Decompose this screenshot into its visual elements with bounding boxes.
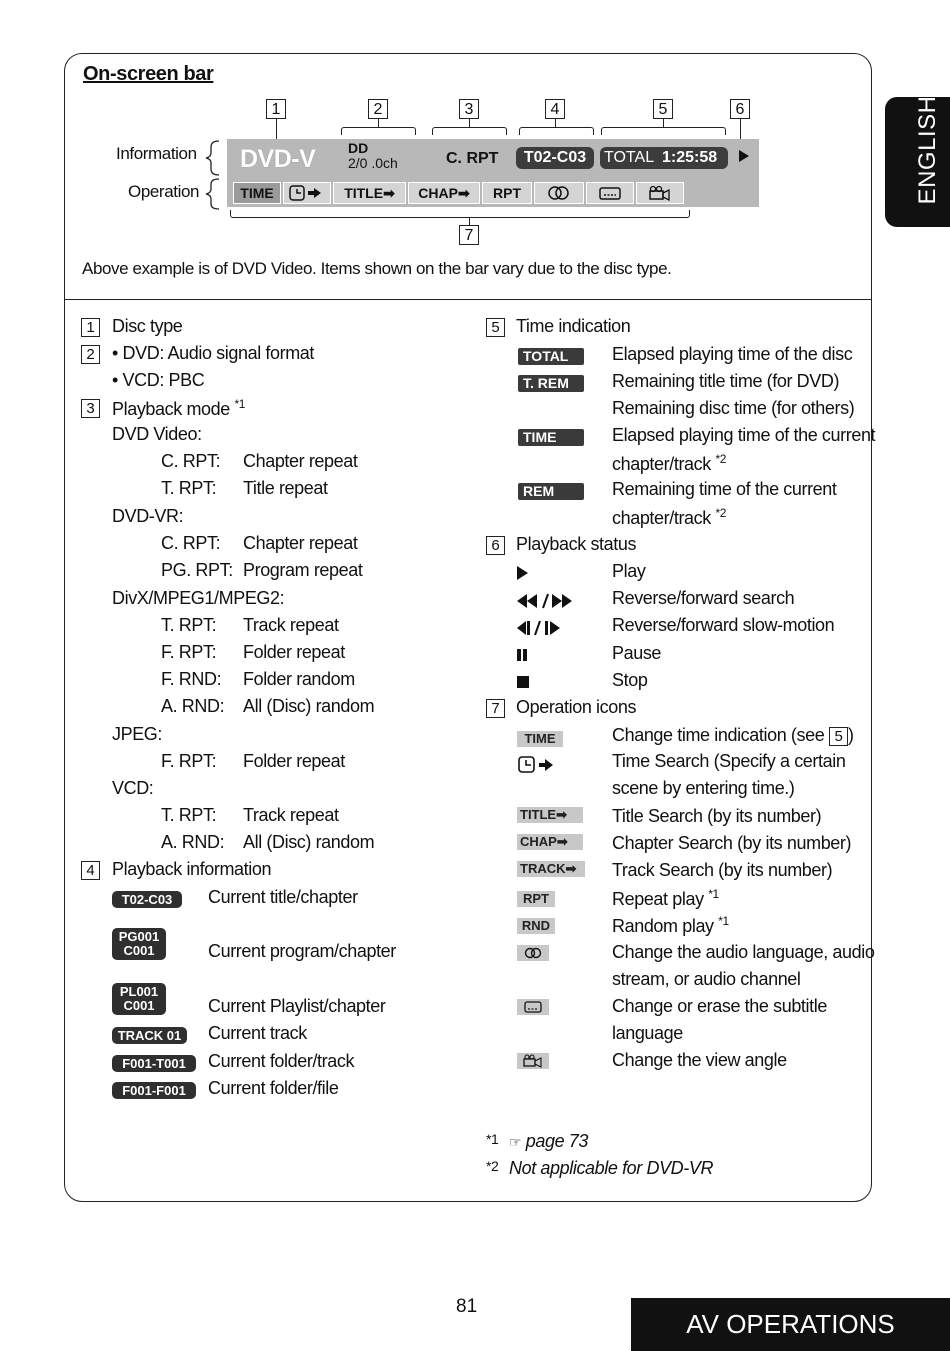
group-dvd-vr: DVD-VR: bbox=[112, 506, 184, 526]
op-audio-button[interactable] bbox=[534, 182, 584, 204]
callout-2: 2 bbox=[368, 99, 388, 119]
group-vcd: VCD: bbox=[112, 778, 154, 798]
pause-icon bbox=[516, 648, 530, 662]
search-icon bbox=[515, 592, 573, 610]
section-title: On-screen bar bbox=[83, 63, 214, 85]
audio-op-badge bbox=[517, 945, 549, 961]
time-desc bbox=[612, 506, 726, 529]
op-chap-label: CHAP bbox=[418, 185, 458, 201]
section-footer: AV OPERATIONS bbox=[631, 1298, 950, 1351]
arrow-right-icon: ➡ bbox=[457, 185, 470, 201]
time-desc: Remaining time of the current bbox=[612, 479, 837, 499]
leader-7 bbox=[469, 218, 470, 225]
op-time-search-button[interactable] bbox=[283, 182, 331, 204]
op-desc: Time Search (Specify a certain bbox=[612, 751, 846, 771]
leader-3 bbox=[469, 119, 470, 127]
info-desc: Current folder/track bbox=[208, 1051, 355, 1071]
footnote-ref: *1 bbox=[718, 914, 729, 928]
leader-5 bbox=[663, 119, 664, 127]
mode-desc: Track repeat bbox=[243, 805, 339, 825]
random-op-badge: RND bbox=[517, 918, 555, 934]
ref-number: 5 bbox=[829, 727, 848, 746]
time-desc: Elapsed playing time of the disc bbox=[612, 344, 853, 364]
callout-6: 6 bbox=[730, 99, 750, 119]
status-desc: Play bbox=[612, 561, 646, 581]
title-chapter-badge: T02-C03 bbox=[112, 891, 182, 908]
arrow-right-icon: ➡ bbox=[556, 834, 568, 849]
footnote-ref: *2 bbox=[715, 506, 727, 520]
badge-line: PG001 bbox=[118, 929, 160, 944]
info-desc: Current Playlist/chapter bbox=[208, 996, 386, 1016]
footnote-1-mark: *1 bbox=[486, 1131, 499, 1147]
page-number: 81 bbox=[456, 1296, 478, 1317]
stop-icon bbox=[517, 676, 529, 688]
status-desc: Pause bbox=[612, 643, 662, 663]
repeat-op-badge: RPT bbox=[517, 891, 555, 907]
mode-desc: All (Disc) random bbox=[243, 832, 375, 852]
time-value: 1:25:58 bbox=[662, 149, 718, 166]
language-tab bbox=[885, 97, 950, 227]
op-desc: language bbox=[612, 1023, 683, 1043]
mode-desc: All (Disc) random bbox=[243, 696, 375, 716]
time-op-badge: TIME bbox=[517, 731, 563, 747]
subtitle-icon bbox=[517, 999, 549, 1015]
op-title-label: TITLE bbox=[344, 185, 384, 201]
program-chapter-badge bbox=[112, 928, 166, 960]
time-display bbox=[600, 147, 728, 169]
mode-desc: Chapter repeat bbox=[243, 533, 358, 553]
time-search-icon bbox=[517, 755, 559, 775]
badge-text: CHAP bbox=[520, 834, 557, 849]
remain-badge: REM bbox=[518, 483, 584, 500]
footnote-2-text: Not applicable for DVD-VR bbox=[509, 1158, 714, 1178]
bracket-3 bbox=[432, 127, 507, 135]
callout-4: 4 bbox=[545, 99, 565, 119]
disc-type-display: DVD-V bbox=[240, 145, 316, 173]
op-desc: Chapter Search (by its number) bbox=[612, 833, 852, 853]
total-badge: TOTAL bbox=[518, 348, 584, 365]
audio-format-line1: DD bbox=[348, 140, 369, 156]
badge-line: PL001 bbox=[119, 984, 159, 999]
time-search-icon bbox=[288, 184, 326, 202]
playlist-chapter-badge bbox=[112, 983, 166, 1015]
language-tab-label: ENGLISH bbox=[914, 95, 941, 205]
op-desc: stream, or audio channel bbox=[612, 969, 801, 989]
item-3-label bbox=[112, 397, 245, 420]
mode-code: T. RPT: bbox=[161, 478, 217, 498]
time-label: TOTAL bbox=[604, 149, 655, 166]
item-5-label: Time indication bbox=[516, 316, 631, 336]
time-desc bbox=[612, 452, 726, 475]
item-5-number: 5 bbox=[486, 318, 505, 337]
title-op-badge bbox=[517, 807, 583, 823]
play-status-icon bbox=[739, 150, 749, 162]
group-jpeg: JPEG: bbox=[112, 724, 163, 744]
op-desc: Change or erase the subtitle bbox=[612, 996, 827, 1016]
angle-icon bbox=[647, 185, 673, 201]
item-7-number: 7 bbox=[486, 699, 505, 718]
time-desc: Remaining title time (for DVD) bbox=[612, 371, 840, 391]
callout-5: 5 bbox=[653, 99, 673, 119]
op-desc: Change the audio language, audio bbox=[612, 942, 875, 962]
bracket-5 bbox=[601, 127, 726, 135]
badge-text: TITLE bbox=[520, 807, 557, 822]
mode-desc: Title repeat bbox=[243, 478, 328, 498]
group-dvd-video: DVD Video: bbox=[112, 424, 202, 444]
item-4-number: 4 bbox=[81, 861, 100, 880]
footnote-ref: *1 bbox=[708, 887, 719, 901]
footnote-ref: *1 bbox=[234, 397, 246, 411]
mode-code: PG. RPT: bbox=[161, 560, 233, 580]
info-desc: Current title/chapter bbox=[208, 887, 358, 907]
op-desc: Track Search (by its number) bbox=[612, 860, 833, 880]
bracket-2 bbox=[341, 127, 416, 135]
item-2-number: 2 bbox=[81, 345, 100, 364]
row-braces bbox=[203, 139, 221, 211]
item-2-bullet-2: • VCD: PBC bbox=[112, 370, 205, 390]
item-3-number: 3 bbox=[81, 399, 100, 418]
op-desc: Change the view angle bbox=[612, 1050, 787, 1070]
op-desc: scene by entering time.) bbox=[612, 778, 795, 798]
status-desc: Reverse/forward slow-motion bbox=[612, 615, 835, 635]
folder-track-badge: F001-T001 bbox=[112, 1055, 196, 1072]
mode-desc: Program repeat bbox=[243, 560, 363, 580]
info-desc: Current program/chapter bbox=[208, 941, 396, 961]
page-ref-icon: ☞ bbox=[509, 1134, 522, 1150]
op-desc bbox=[612, 725, 854, 746]
folder-file-badge: F001-F001 bbox=[112, 1082, 196, 1099]
mode-desc: Folder random bbox=[243, 669, 355, 689]
bracket-4 bbox=[519, 127, 594, 135]
op-angle-button[interactable] bbox=[636, 182, 684, 204]
item-7-label: Operation icons bbox=[516, 697, 637, 717]
item-2-bullet-1-text: DVD: Audio signal format bbox=[122, 343, 315, 363]
information-label: Information bbox=[116, 144, 197, 163]
slow-motion-icon bbox=[515, 619, 565, 637]
operation-label: Operation bbox=[128, 182, 200, 201]
op-desc bbox=[612, 887, 719, 910]
mode-code: T. RPT: bbox=[161, 615, 217, 635]
title-chapter-display: T02-C03 bbox=[516, 147, 594, 169]
badge-text: TRACK bbox=[520, 861, 566, 876]
item-3-label-text: Playback mode bbox=[112, 399, 230, 419]
item-1-number: 1 bbox=[81, 318, 100, 337]
callout-3: 3 bbox=[459, 99, 479, 119]
play-icon bbox=[517, 566, 528, 580]
callout-1: 1 bbox=[266, 99, 286, 119]
track-op-badge bbox=[517, 861, 585, 877]
audio-format-display bbox=[348, 141, 398, 171]
op-desc bbox=[612, 914, 729, 937]
item-6-number: 6 bbox=[486, 536, 505, 555]
op-desc-close: ) bbox=[847, 725, 854, 745]
arrow-right-icon: ➡ bbox=[556, 807, 568, 822]
op-desc-text: Random play bbox=[612, 916, 714, 936]
diagram-caption: Above example is of DVD Video. Items shown on the bar vary due to the disc type. bbox=[82, 259, 672, 278]
badge-line: C001 bbox=[123, 998, 155, 1013]
mode-code: F. RPT: bbox=[161, 642, 217, 662]
time-desc-text: chapter/track bbox=[612, 508, 711, 528]
footnote-1 bbox=[509, 1131, 588, 1152]
chap-op-badge bbox=[517, 834, 583, 850]
item-1-label: Disc type bbox=[112, 316, 183, 336]
badge-line: C001 bbox=[123, 943, 155, 958]
arrow-right-icon: ➡ bbox=[383, 185, 395, 201]
info-desc: Current track bbox=[208, 1023, 307, 1043]
track-badge: TRACK 01 bbox=[112, 1027, 187, 1044]
callout-7: 7 bbox=[459, 225, 479, 245]
mode-desc: Chapter repeat bbox=[243, 451, 358, 471]
mode-code: T. RPT: bbox=[161, 805, 217, 825]
playback-mode-display: C. RPT bbox=[446, 150, 499, 167]
angle-op-badge bbox=[517, 1053, 549, 1069]
mode-code: A. RND: bbox=[161, 696, 225, 716]
subtitle-icon bbox=[598, 185, 622, 201]
time-desc: Elapsed playing time of the current bbox=[612, 425, 876, 445]
time-badge: TIME bbox=[518, 429, 584, 446]
footnote-2-mark: *2 bbox=[486, 1158, 499, 1174]
arrow-right-icon: ➡ bbox=[565, 861, 577, 876]
status-desc: Stop bbox=[612, 670, 648, 690]
mode-desc: Folder repeat bbox=[243, 751, 345, 771]
footnote-1-text[interactable]: page 73 bbox=[525, 1131, 589, 1151]
footnote-ref: *2 bbox=[715, 452, 727, 466]
title-remain-badge: T. REM bbox=[518, 375, 584, 392]
op-desc-text: Repeat play bbox=[612, 889, 704, 909]
angle-icon bbox=[517, 1053, 549, 1069]
mode-code: A. RND: bbox=[161, 832, 225, 852]
leader-4 bbox=[555, 119, 556, 127]
op-subtitle-button[interactable] bbox=[586, 182, 634, 204]
audio-format-line2: 2/0 .0ch bbox=[348, 155, 398, 171]
mode-code: F. RND: bbox=[161, 669, 222, 689]
group-divx-mpeg: DivX/MPEG1/MPEG2: bbox=[112, 588, 285, 608]
mode-desc: Folder repeat bbox=[243, 642, 345, 662]
op-desc: Title Search (by its number) bbox=[612, 806, 822, 826]
status-desc: Reverse/forward search bbox=[612, 588, 795, 608]
time-desc: Remaining disc time (for others) bbox=[612, 398, 855, 418]
op-time-button[interactable]: TIME bbox=[233, 182, 281, 204]
mode-code: C. RPT: bbox=[161, 533, 221, 553]
info-desc: Current folder/file bbox=[208, 1078, 339, 1098]
op-title-button[interactable] bbox=[333, 182, 406, 204]
mode-code: C. RPT: bbox=[161, 451, 221, 471]
op-desc-text: Change time indication (see bbox=[612, 725, 825, 745]
mode-desc: Track repeat bbox=[243, 615, 339, 635]
item-2-bullet-1: • DVD: Audio signal format bbox=[112, 343, 315, 363]
op-repeat-button[interactable]: RPT bbox=[482, 182, 532, 204]
leader-2 bbox=[378, 119, 379, 127]
mode-code: F. RPT: bbox=[161, 751, 217, 771]
audio-icon bbox=[546, 185, 572, 201]
section-divider bbox=[65, 299, 871, 300]
item-6-label: Playback status bbox=[516, 534, 637, 554]
item-2-bullet-2-text: VCD: PBC bbox=[122, 370, 205, 390]
time-desc-text: chapter/track bbox=[612, 454, 711, 474]
audio-icon bbox=[517, 945, 549, 961]
op-chap-button[interactable] bbox=[408, 182, 480, 204]
item-4-label: Playback information bbox=[112, 859, 272, 879]
bracket-7 bbox=[230, 210, 690, 218]
subtitle-op-badge bbox=[517, 999, 549, 1015]
